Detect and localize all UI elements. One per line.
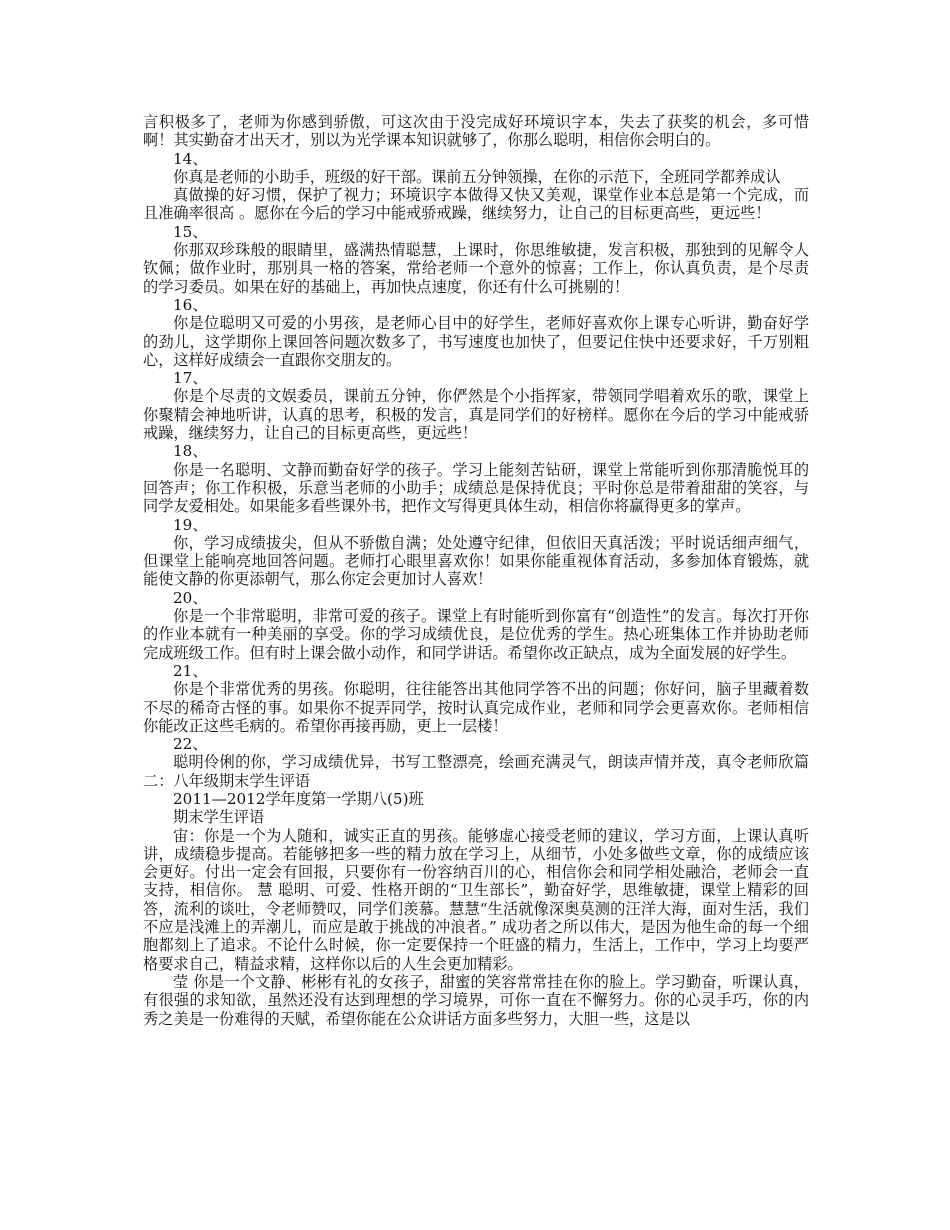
- paragraph: 宙：你是一个为人随和，诚实正直的男孩。能够虚心接受老师的建议，学习方面，上课认真听讲，成绩稳步提高。若能够把多一些的精力放在学习上，从细节，小处多做些文章，你的成绩应该会更好。付出一定会有回报，只要你有一份容纳百川的心，相信你会和同学相处融洽，老师会一直支持，相信你。 慧 聪明、可爱、性格开朗的“卫生部长”，勤奋好学，思维敏捷，课堂上精彩的回答，流利的谈吐，令老师赞叹，同学们羡慕。慧慧“生活就像深奥莫测的汪洋大海，面对生活，我们不应是浅滩上的弄潮儿，而应是敢于挑战的冲浪者。” 成功者之所以伟大，是因为他生命的每一个细胞都刻上了追求。不论什么时候，你一定要保持一个旺盛的精力，生活上，工作中，学习上均要严格要求自己，精益求精，这样你以后的人生会更加精彩。: [143, 826, 809, 973]
- section-heading: 期末学生评语: [173, 808, 265, 827]
- item-number: 19、: [173, 515, 208, 534]
- item-number: 17、: [173, 369, 208, 388]
- paragraph: 真做操的好习惯，保护了视力；环境识字本做得又快又美观，课堂作业本总是第一个完成，而且准确率很高 。愿你在今后的学习中能戒骄戒躁，继续努力，让自己的目标更高些，更远些！: [143, 186, 809, 223]
- paragraph: 你是一个非常聪明，非常可爱的孩子。课堂上有时能听到你富有“创造性”的发言。每次打开你的作业本就有一种美丽的享受。你的学习成绩优良，是位优秀的学生。热心班集体工作并协助老师完成班级工作。但有时上课会做小动作，和同学讲话。希望你改正缺点，成为全面发展的好学生。: [143, 607, 809, 662]
- item-number: 21、: [173, 661, 208, 680]
- paragraph: 你是位聪明又可爱的小男孩，是老师心目中的好学生，老师好喜欢你上课专心听讲，勤奋好学的劲儿，这学期你上课回答问题次数多了，书写速度也加快了，但要记住快中还要求好，千万别粗心，这样好成绩会一直跟你交朋友的。: [143, 314, 809, 369]
- paragraph: 你是个尽责的文娱委员，课前五分钟，你俨然是个小指挥家，带领同学唱着欢乐的歌，课堂上你聚精会神地听讲，认真的思考，积极的发言，真是同学们的好榜样。愿你在今后的学习中能戒骄戒躁，继续努力，让自己的目标更高些，更远些！: [143, 387, 809, 443]
- section-heading: 2011—2012学年度第一学期八(5)班: [173, 789, 424, 808]
- document-body: [143, 113, 809, 1028]
- item-number: 16、: [173, 295, 208, 314]
- paragraph: 你，学习成绩拔尖，但从不骄傲自满；处处遵守纪律，但依旧天真活泼；平时说话细声细气，但课堂上能响亮地回答问题。老师打心眼里喜欢你！如果你能重视体育活动，多参加体育锻炼，就能使文静的你更添朝气，那么你定会更加讨人喜欢！: [143, 533, 809, 589]
- item-number: 18、: [173, 442, 208, 461]
- paragraph: 你是一名聪明、文静而勤奋好学的孩子。学习上能刻苦钻研，课堂上常能听到你那清脆悦耳的回答声；你工作积极，乐意当老师的小助手；成绩总是保持优良；平时你总是带着甜甜的笑容，与同学友爱相处。如果能多看些课外书，把作文写得更具体生动，相信你将赢得更多的掌声。: [143, 460, 809, 516]
- paragraph: 你那双珍珠般的眼睛里，盛满热情聪慧，上课时，你思维敏捷，发言积极，那独到的见解令人钦佩；做作业时，那别具一格的答案，常给老师一个意外的惊喜；工作上，你认真负责，是个尽责的学习委员。如果在好的基础上，再加快点速度，你还有什么可挑剔的！: [143, 241, 809, 296]
- paragraph: 聪明伶俐的你，学习成绩优异，书写工整漂亮，绘画充满灵气，朗读声情并茂，真令老师欣篇二：八年级期末学生评语: [143, 753, 809, 790]
- item-number: 22、: [173, 735, 208, 754]
- paragraph: 莹 你是一个文静、彬彬有礼的女孩子，甜蜜的笑容常常挂在你的脸上。学习勤奋，听课认真，有很强的求知欲，虽然还没有达到理想的学习境界，可你一直在不懈努力。你的心灵手巧，你的内秀之美是一份难得的天赋，希望你能在公众讲话方面多些努力，大胆一些，这是以: [143, 972, 809, 1028]
- paragraph: 言积极多了，老师为你感到骄傲，可这次由于没完成好环境识字本，失去了获奖的机会，多可惜啊！其实勤奋才出天才，别以为光学课本知识就够了，你那么聪明，相信你会明白的。: [143, 113, 809, 150]
- item-number: 20、: [173, 588, 208, 607]
- paragraph: 你是个非常优秀的男孩。你聪明，往往能答出其他同学答不出的问题；你好问，脑子里藏着数不尽的稀奇古怪的事。如果你不捉弄同学，按时认真完成作业，老师和同学会更喜欢你。老师相信你能改正这些毛病的。希望你再接再励，更上一层楼！: [143, 680, 809, 735]
- paragraph: 你真是老师的小助手，班级的好干部。课前五分钟领操，在你的示范下，全班同学都养成认: [173, 167, 781, 186]
- item-number: 14、: [173, 149, 208, 168]
- item-number: 15、: [173, 222, 208, 241]
